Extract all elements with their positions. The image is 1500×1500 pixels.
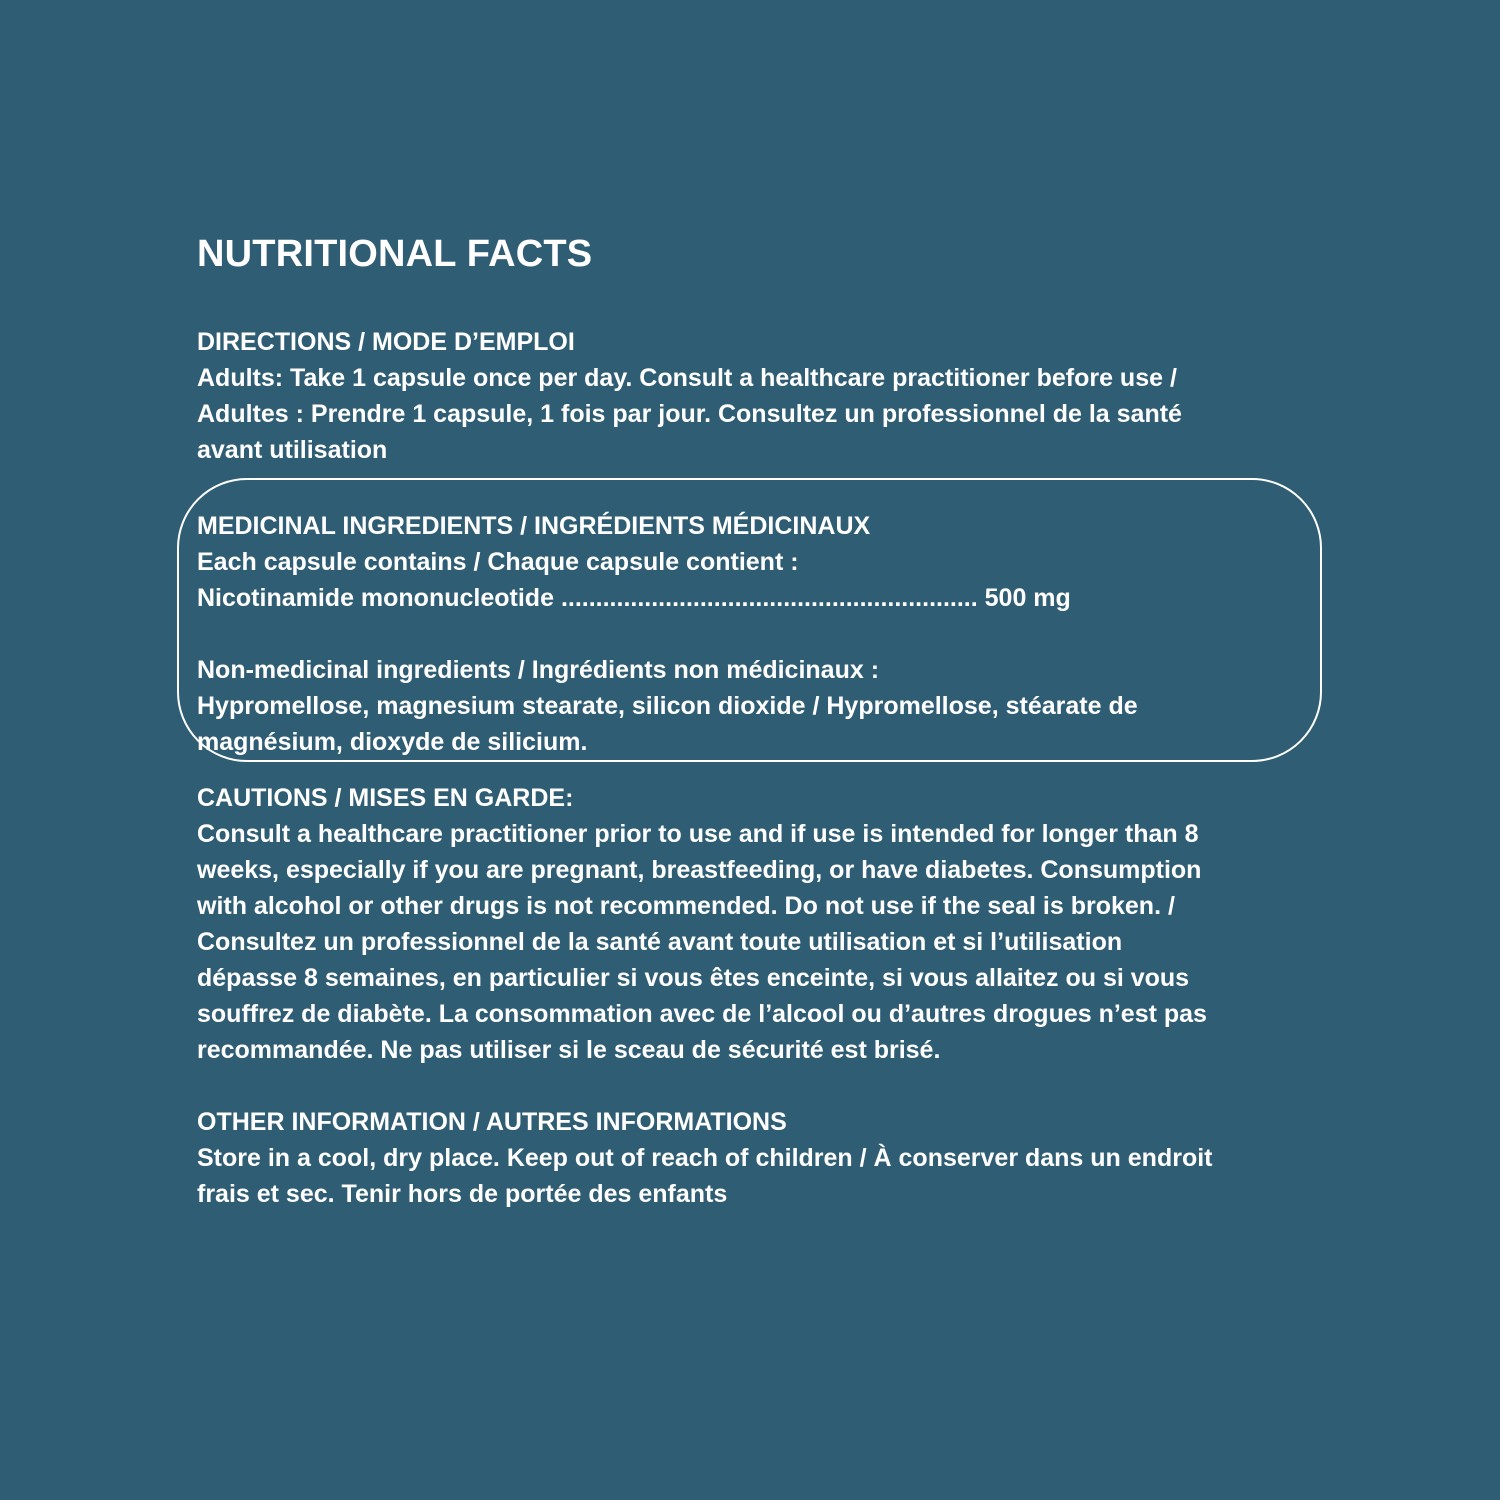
ingredient-amount: 500 mg <box>984 584 1071 612</box>
cautions-line: Consultez un professionnel de la santé avant toute utilisation et si l’utilisation <box>197 928 1123 956</box>
cautions-heading: CAUTIONS / MISES EN GARDE: <box>197 784 574 812</box>
cautions-section <box>197 780 1337 1068</box>
cautions-line: recommandée. Ne pas utiliser si le sceau de sécurité est brisé. <box>197 1036 941 1064</box>
directions-line: Adults: Take 1 capsule once per day. Consult a healthcare practitioner before use / <box>197 364 1177 392</box>
ingredient-row <box>197 580 1337 616</box>
non-medicinal-heading: Non-medicinal ingredients / Ingrédients non médicinaux : <box>197 656 880 684</box>
cautions-line: souffrez de diabète. La consommation avec de l’alcool ou d’autres drogues n’est pas <box>197 1000 1207 1028</box>
cautions-line: Consult a healthcare practitioner prior to use and if use is intended for longer than 8 <box>197 820 1199 848</box>
cautions-line: weeks, especially if you are pregnant, breastfeeding, or have diabetes. Consumption <box>197 856 1202 884</box>
leader-dots: ............................................................ <box>560 584 978 612</box>
non-medicinal-section <box>197 652 1337 760</box>
directions-section <box>197 324 1337 468</box>
non-medicinal-line: magnésium, dioxyde de silicium. <box>197 728 588 756</box>
medicinal-intro: Each capsule contains / Chaque capsule contient : <box>197 548 799 576</box>
other-info-section <box>197 1104 1337 1212</box>
ingredient-name: Nicotinamide mononucleotide <box>197 584 554 612</box>
page-title: NUTRITIONAL FACTS <box>197 233 593 275</box>
directions-line: Adultes : Prendre 1 capsule, 1 fois par jour. Consultez un professionnel de la santé <box>197 400 1182 428</box>
non-medicinal-line: Hypromellose, magnesium stearate, silicon dioxide / Hypromellose, stéarate de <box>197 692 1138 720</box>
medicinal-heading: MEDICINAL INGREDIENTS / INGRÉDIENTS MÉDICINAUX <box>197 512 871 540</box>
other-info-line: frais et sec. Tenir hors de portée des enfants <box>197 1180 728 1208</box>
cautions-line: with alcohol or other drugs is not recommended. Do not use if the seal is broken. / <box>197 892 1175 920</box>
other-info-line: Store in a cool, dry place. Keep out of reach of children / À conserver dans un endroit <box>197 1144 1213 1172</box>
other-info-heading: OTHER INFORMATION / AUTRES INFORMATIONS <box>197 1108 787 1136</box>
nutrition-facts-panel <box>197 232 1337 1212</box>
ingredients-highlight <box>197 508 1337 760</box>
directions-line: avant utilisation <box>197 436 388 464</box>
directions-heading: DIRECTIONS / MODE D’EMPLOI <box>197 328 575 356</box>
cautions-line: dépasse 8 semaines, en particulier si vous êtes enceinte, si vous allaitez ou si vous <box>197 964 1190 992</box>
spacer <box>197 616 1337 652</box>
medicinal-section <box>197 508 1337 616</box>
